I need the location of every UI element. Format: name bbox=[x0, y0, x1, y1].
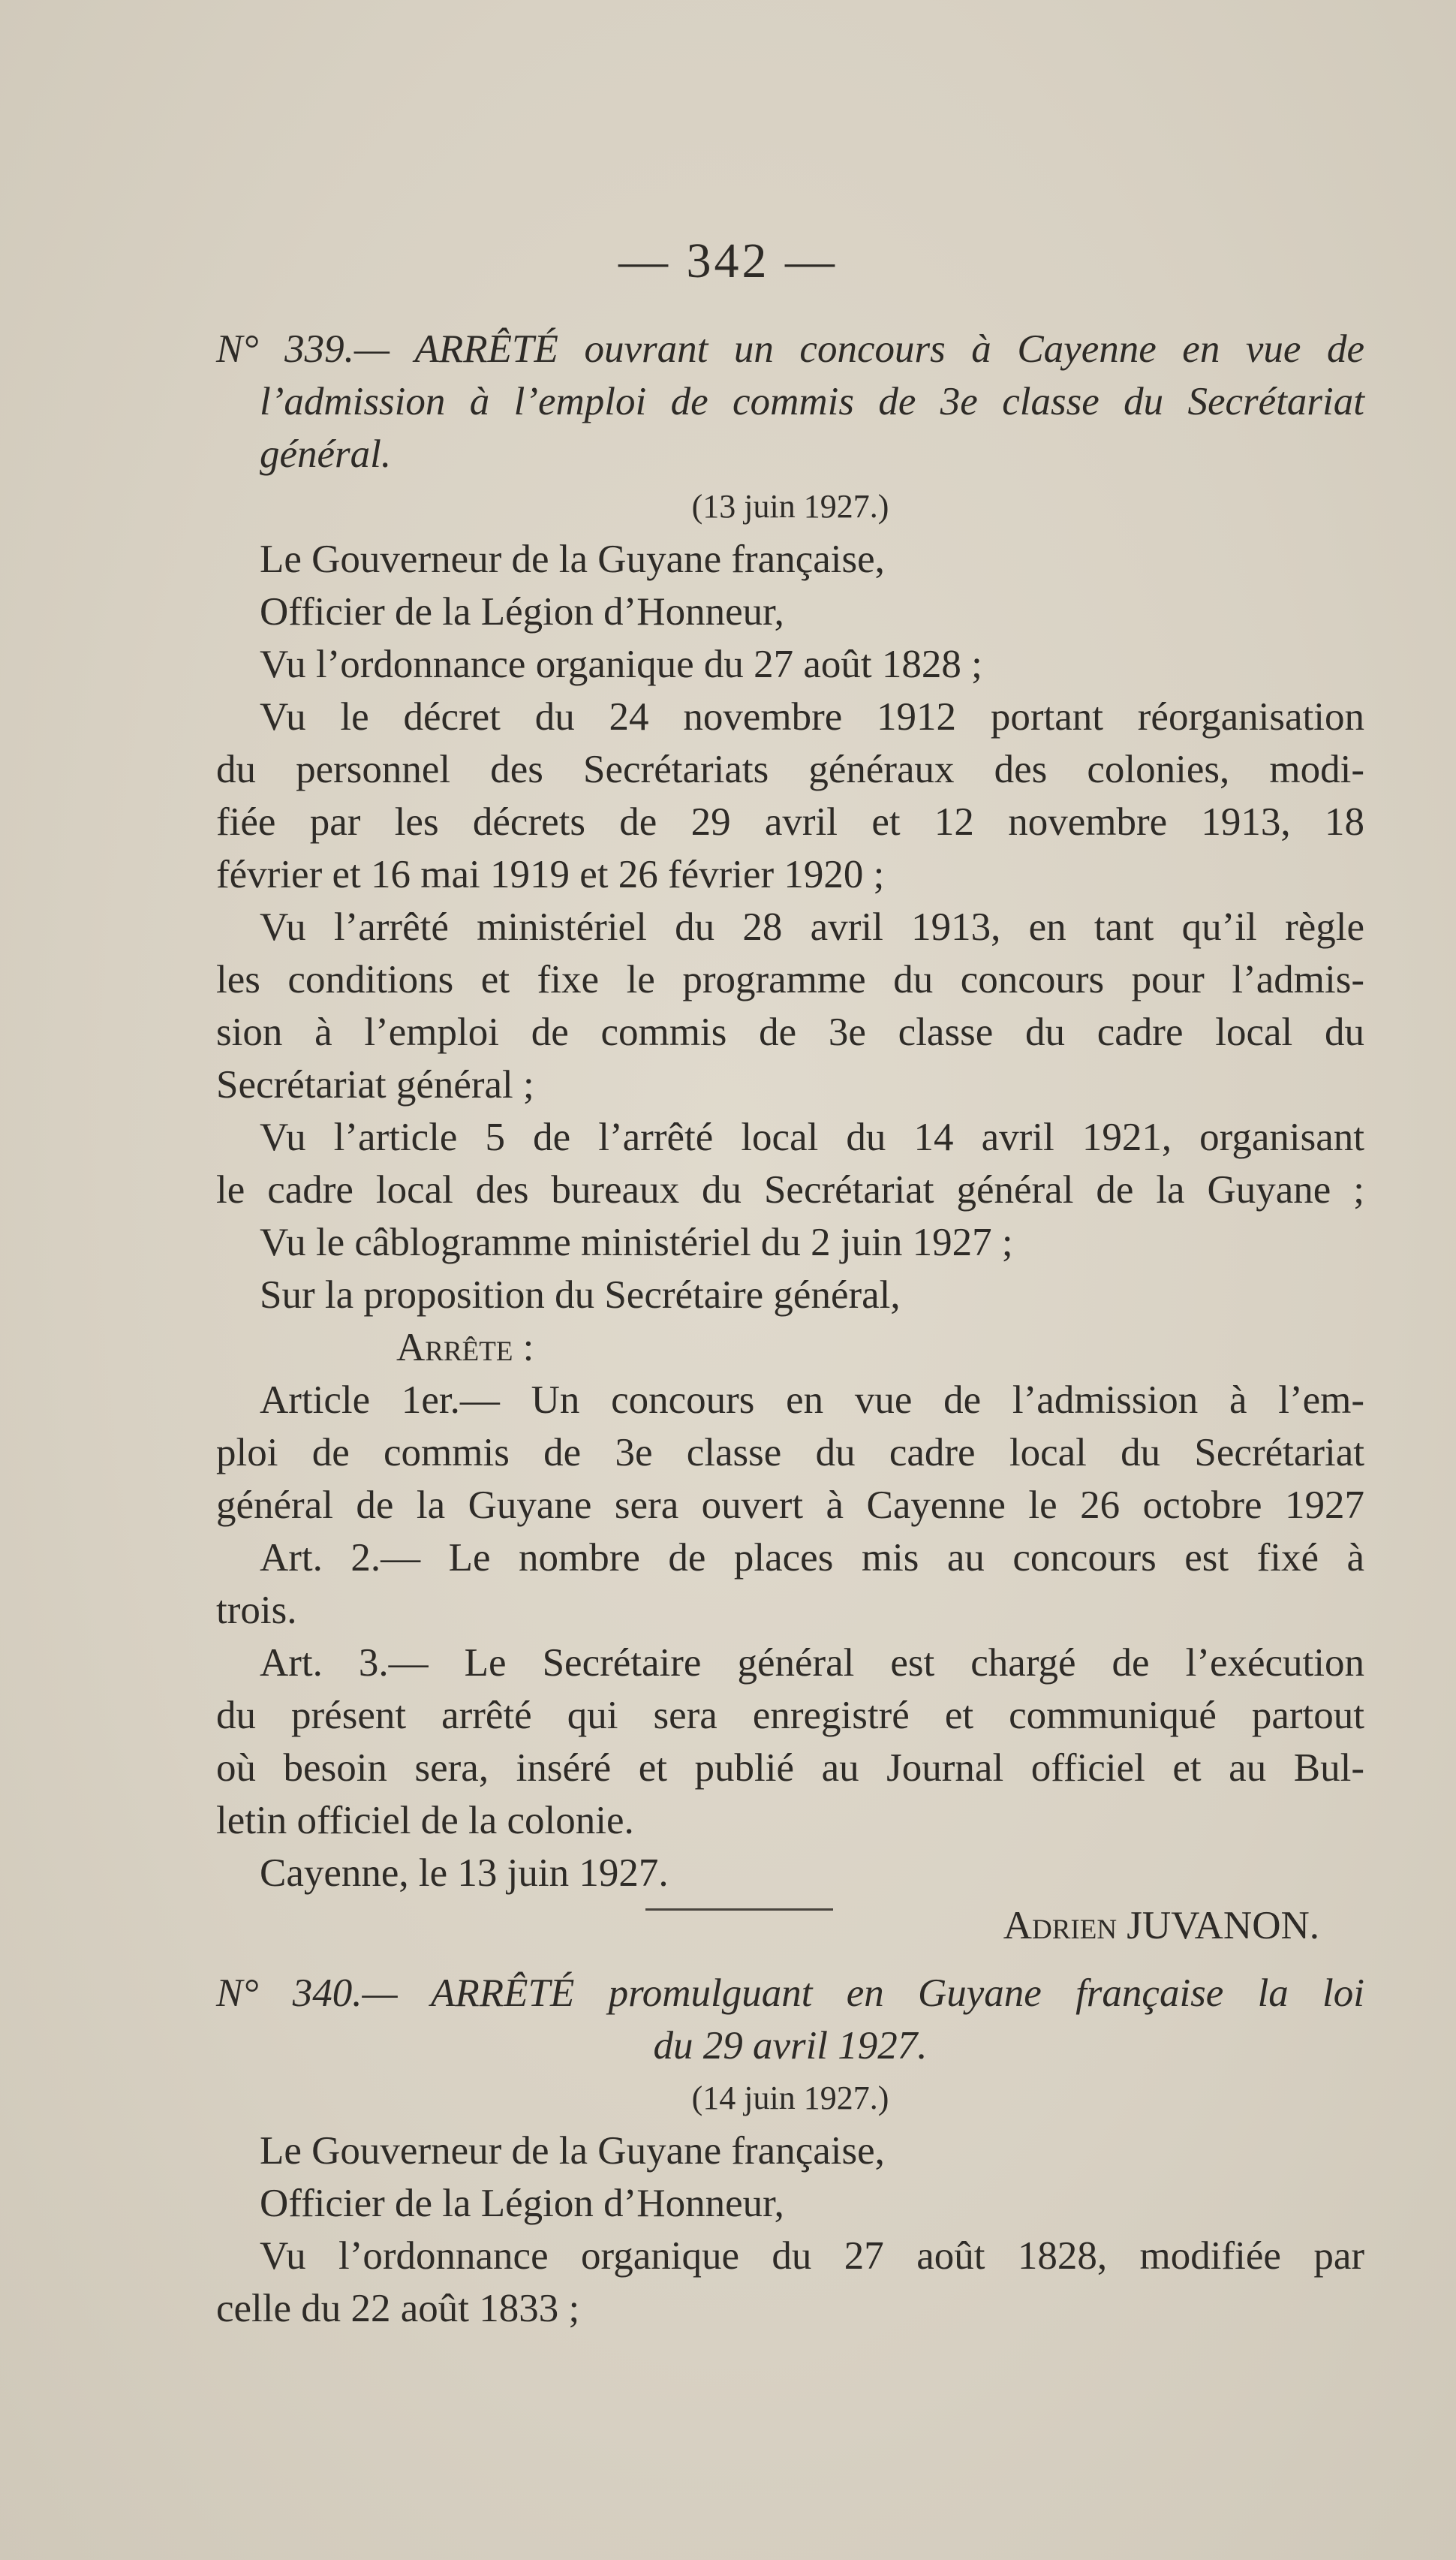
article-line: trois. bbox=[216, 1589, 297, 1632]
body-line: les conditions et fixe le programme du concours pour l’admis- bbox=[216, 958, 1364, 1001]
body-line: Vu l’ordonnance organique du 27 août 1828 ; bbox=[260, 643, 982, 686]
heading-line: du 29 avril 1927. bbox=[653, 2024, 928, 2068]
heading-line: N° 339.— ARRÊTÉ ouvrant un concours à Cayenne en vue de bbox=[216, 327, 1364, 371]
section-divider bbox=[645, 1908, 833, 1911]
body-line: Secrétariat général ; bbox=[216, 1063, 534, 1107]
body-line: Vu le décret du 24 novembre 1912 portant réorganisation bbox=[260, 695, 1364, 739]
governor-title: Le Gouverneur de la Guyane française, bbox=[260, 2129, 885, 2173]
article-line: letin officiel de la colonie. bbox=[216, 1799, 634, 1842]
signature: Adrien JUVANON. bbox=[1003, 1904, 1319, 1947]
article-line: Art. 3.— Le Secrétaire général est chargé de l’exécution bbox=[260, 1641, 1364, 1685]
body-line: Sur la proposition du Secrétaire général, bbox=[260, 1273, 901, 1317]
body-line: février et 16 mai 1919 et 26 février 1920 ; bbox=[216, 853, 885, 896]
article-line: Art. 2.— Le nombre de places mis au concours est fixé à bbox=[260, 1536, 1364, 1580]
body-line: du personnel des Secrétariats généraux des colonies, modi- bbox=[216, 748, 1364, 791]
body-line: Vu l’ordonnance organique du 27 août 1828, modifiée par bbox=[260, 2234, 1364, 2278]
page-number: — 342 — bbox=[618, 233, 838, 288]
heading-line: l’admission à l’emploi de commis de 3e classe du Secrétariat bbox=[260, 380, 1364, 423]
body-line: Officier de la Légion d’Honneur, bbox=[260, 2182, 784, 2225]
place-date: Cayenne, le 13 juin 1927. bbox=[260, 1851, 669, 1895]
body-line: Vu le câblogramme ministériel du 2 juin 1927 ; bbox=[260, 1221, 1013, 1264]
arrete-339 bbox=[216, 323, 1364, 1952]
decree-date: (14 juin 1927.) bbox=[691, 2080, 889, 2116]
body-line: fiée par les décrets de 29 avril et 12 novembre 1913, 18 bbox=[216, 800, 1364, 844]
article-line: où besoin sera, inséré et publié au Journal officiel et au Bul- bbox=[216, 1746, 1364, 1790]
body-line: sion à l’emploi de commis de 3e classe du cadre local du bbox=[216, 1010, 1364, 1054]
heading-line: N° 340.— ARRÊTÉ promulguant en Guyane française la loi bbox=[216, 1971, 1364, 2015]
article-line: Article 1er.— Un concours en vue de l’admission à l’em- bbox=[260, 1378, 1364, 1422]
decree-date: (13 juin 1927.) bbox=[691, 488, 889, 525]
governor-title: Le Gouverneur de la Guyane française, bbox=[260, 538, 885, 581]
arrete-keyword: Arrête : bbox=[396, 1326, 534, 1369]
body-line: Vu l’article 5 de l’arrêté local du 14 avril 1921, organisant bbox=[260, 1116, 1364, 1159]
body-line: le cadre local des bureaux du Secrétariat général de la Guyane ; bbox=[216, 1168, 1364, 1212]
article-line: ploi de commis de 3e classe du cadre local du Secrétariat bbox=[216, 1431, 1364, 1474]
article-line: général de la Guyane sera ouvert à Cayenne le 26 octobre 1927 bbox=[216, 1483, 1364, 1527]
article-line: du présent arrêté qui sera enregistré et communiqué partout bbox=[216, 1694, 1364, 1737]
body-line: Officier de la Légion d’Honneur, bbox=[260, 590, 784, 634]
body-line: Vu l’arrêté ministériel du 28 avril 1913, en tant qu’il règle bbox=[260, 905, 1364, 949]
heading-line: général. bbox=[260, 432, 392, 476]
arrete-340 bbox=[216, 1967, 1364, 2335]
body-line: celle du 22 août 1833 ; bbox=[216, 2287, 580, 2330]
